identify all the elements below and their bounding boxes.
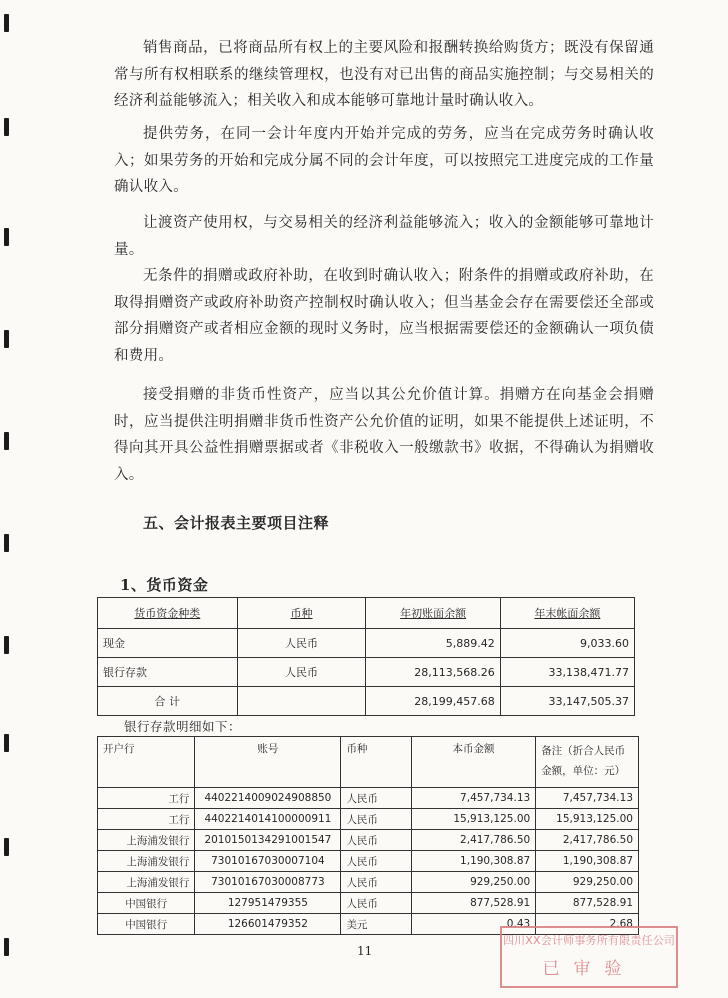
table-cell: 929,250.00 bbox=[411, 872, 535, 893]
table-row bbox=[98, 658, 635, 687]
table-cell: 15,913,125.00 bbox=[411, 809, 535, 830]
table-cell: 上海浦发银行 bbox=[98, 872, 195, 893]
binding-mark bbox=[4, 432, 9, 450]
table-header-cell: 币种 bbox=[341, 737, 411, 788]
table-header-cell: 货币资金种类 bbox=[98, 598, 238, 629]
table-cell: 73010167030008773 bbox=[195, 872, 341, 893]
subsection-title: 1、货币资金 bbox=[120, 576, 209, 594]
table-cell: 4402214014100000911 bbox=[195, 809, 341, 830]
table-cell: 人民币 bbox=[341, 830, 411, 851]
table-cell bbox=[237, 687, 366, 716]
paragraph-sales-revenue: 销售商品，已将商品所有权上的主要风险和报酬转换给购货方；既没有保留通常与所有权相联系的继续管理权，也没有对已出售的商品实施控制；与交易相关的经济利益能够流入；相关收入和成本能够可靠地计量时确认收入。 bbox=[114, 40, 654, 109]
table-cell: 127951479355 bbox=[195, 893, 341, 914]
bank-deposit-table bbox=[97, 736, 639, 935]
binding-mark bbox=[4, 534, 9, 552]
binding-mark bbox=[4, 636, 9, 654]
table-header-cell: 备注（折合人民币金额，单位：元） bbox=[536, 737, 639, 788]
binding-mark bbox=[4, 734, 9, 752]
table-header-cell: 年末帐面余额 bbox=[500, 598, 634, 629]
stamp-label: 已审验 bbox=[542, 959, 636, 979]
table-row bbox=[98, 629, 635, 658]
table-cell: 0.43 bbox=[411, 914, 535, 935]
page-number: 11 bbox=[357, 944, 373, 958]
binding-mark bbox=[4, 228, 9, 246]
table-cell: 工行 bbox=[98, 809, 195, 830]
paragraph-service-revenue: 提供劳务，在同一会计年度内开始并完成的劳务，应当在完成劳务时确认收入；如果劳务的开始和完成分属不同的会计年度，可以按照完工进度完成的工作量确认收入。 bbox=[114, 126, 654, 195]
audit-stamp bbox=[500, 926, 678, 988]
table-row bbox=[98, 872, 639, 893]
table-header-cell: 账号 bbox=[195, 737, 341, 788]
table-header-cell: 币种 bbox=[237, 598, 366, 629]
table-cell: 4402214009024908850 bbox=[195, 788, 341, 809]
table-cell: 73010167030007104 bbox=[195, 851, 341, 872]
table-cell: 877,528.91 bbox=[411, 893, 535, 914]
table-cell: 合 计 bbox=[98, 687, 238, 716]
table-cell: 15,913,125.00 bbox=[536, 809, 639, 830]
table-cell: 28,199,457.68 bbox=[366, 687, 500, 716]
table-header-cell: 本币金额 bbox=[411, 737, 535, 788]
binding-mark bbox=[4, 14, 9, 32]
table-cell: 人民币 bbox=[341, 788, 411, 809]
table-cell: 人民币 bbox=[341, 851, 411, 872]
table-header-row bbox=[98, 598, 635, 629]
table-row bbox=[98, 830, 639, 851]
table-cell: 上海浦发银行 bbox=[98, 851, 195, 872]
table-cell: 5,889.42 bbox=[366, 629, 500, 658]
table-cell: 929,250.00 bbox=[536, 872, 639, 893]
section-title: 五、会计报表主要项目注释 bbox=[143, 514, 330, 532]
table-cell: 人民币 bbox=[237, 658, 366, 687]
table-row bbox=[98, 851, 639, 872]
cash-table bbox=[97, 597, 635, 716]
table-cell: 9,033.60 bbox=[500, 629, 634, 658]
table-row bbox=[98, 809, 639, 830]
stamp-organization: 四川XX会计师事务所有限责任公司 bbox=[502, 934, 676, 947]
binding-mark bbox=[4, 838, 9, 856]
paragraph-donation-revenue: 无条件的捐赠或政府补助，在收到时确认收入；附条件的捐赠或政府补助，在取得捐赠资产或政府补助资产控制权时确认收入；但当基金会存在需要偿还全部或部分捐赠资产或者相应金额的现时义务时，应当根据需要偿还的金额确认一项负债和费用。 bbox=[114, 268, 654, 364]
table-cell: 1,190,308.87 bbox=[536, 851, 639, 872]
table-cell: 28,113,568.26 bbox=[366, 658, 500, 687]
table-cell: 7,457,734.13 bbox=[411, 788, 535, 809]
table-cell: 银行存款 bbox=[98, 658, 238, 687]
table-cell: 人民币 bbox=[341, 872, 411, 893]
bank-detail-note: 银行存款明细如下： bbox=[124, 719, 242, 734]
table-cell: 1,190,308.87 bbox=[411, 851, 535, 872]
paragraph-asset-use-revenue: 让渡资产使用权，与交易相关的经济利益能够流入；收入的金额能够可靠地计量。 bbox=[114, 215, 654, 258]
table-cell: 877,528.91 bbox=[536, 893, 639, 914]
table-cell: 中国银行 bbox=[98, 914, 195, 935]
table-cell: 人民币 bbox=[341, 809, 411, 830]
table-cell: 33,138,471.77 bbox=[500, 658, 634, 687]
table-cell: 工行 bbox=[98, 788, 195, 809]
table-cell: 2.68 bbox=[536, 914, 639, 935]
table-header-cell: 年初账面余额 bbox=[366, 598, 500, 629]
table-row bbox=[98, 893, 639, 914]
table-cell: 2010150134291001547 bbox=[195, 830, 341, 851]
table-cell: 中国银行 bbox=[98, 893, 195, 914]
table-cell: 2,417,786.50 bbox=[411, 830, 535, 851]
table-cell: 现金 bbox=[98, 629, 238, 658]
table-row bbox=[98, 788, 639, 809]
table-cell: 美元 bbox=[341, 914, 411, 935]
table-cell: 上海浦发银行 bbox=[98, 830, 195, 851]
binding-mark bbox=[4, 938, 9, 956]
table-cell: 7,457,734.13 bbox=[536, 788, 639, 809]
table-cell: 人民币 bbox=[341, 893, 411, 914]
binding-mark bbox=[4, 330, 9, 348]
table-cell: 33,147,505.37 bbox=[500, 687, 634, 716]
paragraph-noncash-donation: 接受捐赠的非货币性资产，应当以其公允价值计算。捐赠方在向基金会捐赠时，应当提供注明捐赠非货币性资产公允价值的证明，如果不能提供上述证明，不得向其开具公益性捐赠票据或者《非税收入一般缴款书》收据，不得确认为捐赠收入。 bbox=[114, 387, 654, 483]
table-header-cell: 开户行 bbox=[98, 737, 195, 788]
table-cell: 126601479352 bbox=[195, 914, 341, 935]
table-header-row bbox=[98, 737, 639, 788]
table-cell: 2,417,786.50 bbox=[536, 830, 639, 851]
table-cell: 人民币 bbox=[237, 629, 366, 658]
table-total-row bbox=[98, 687, 635, 716]
binding-mark bbox=[4, 118, 9, 136]
